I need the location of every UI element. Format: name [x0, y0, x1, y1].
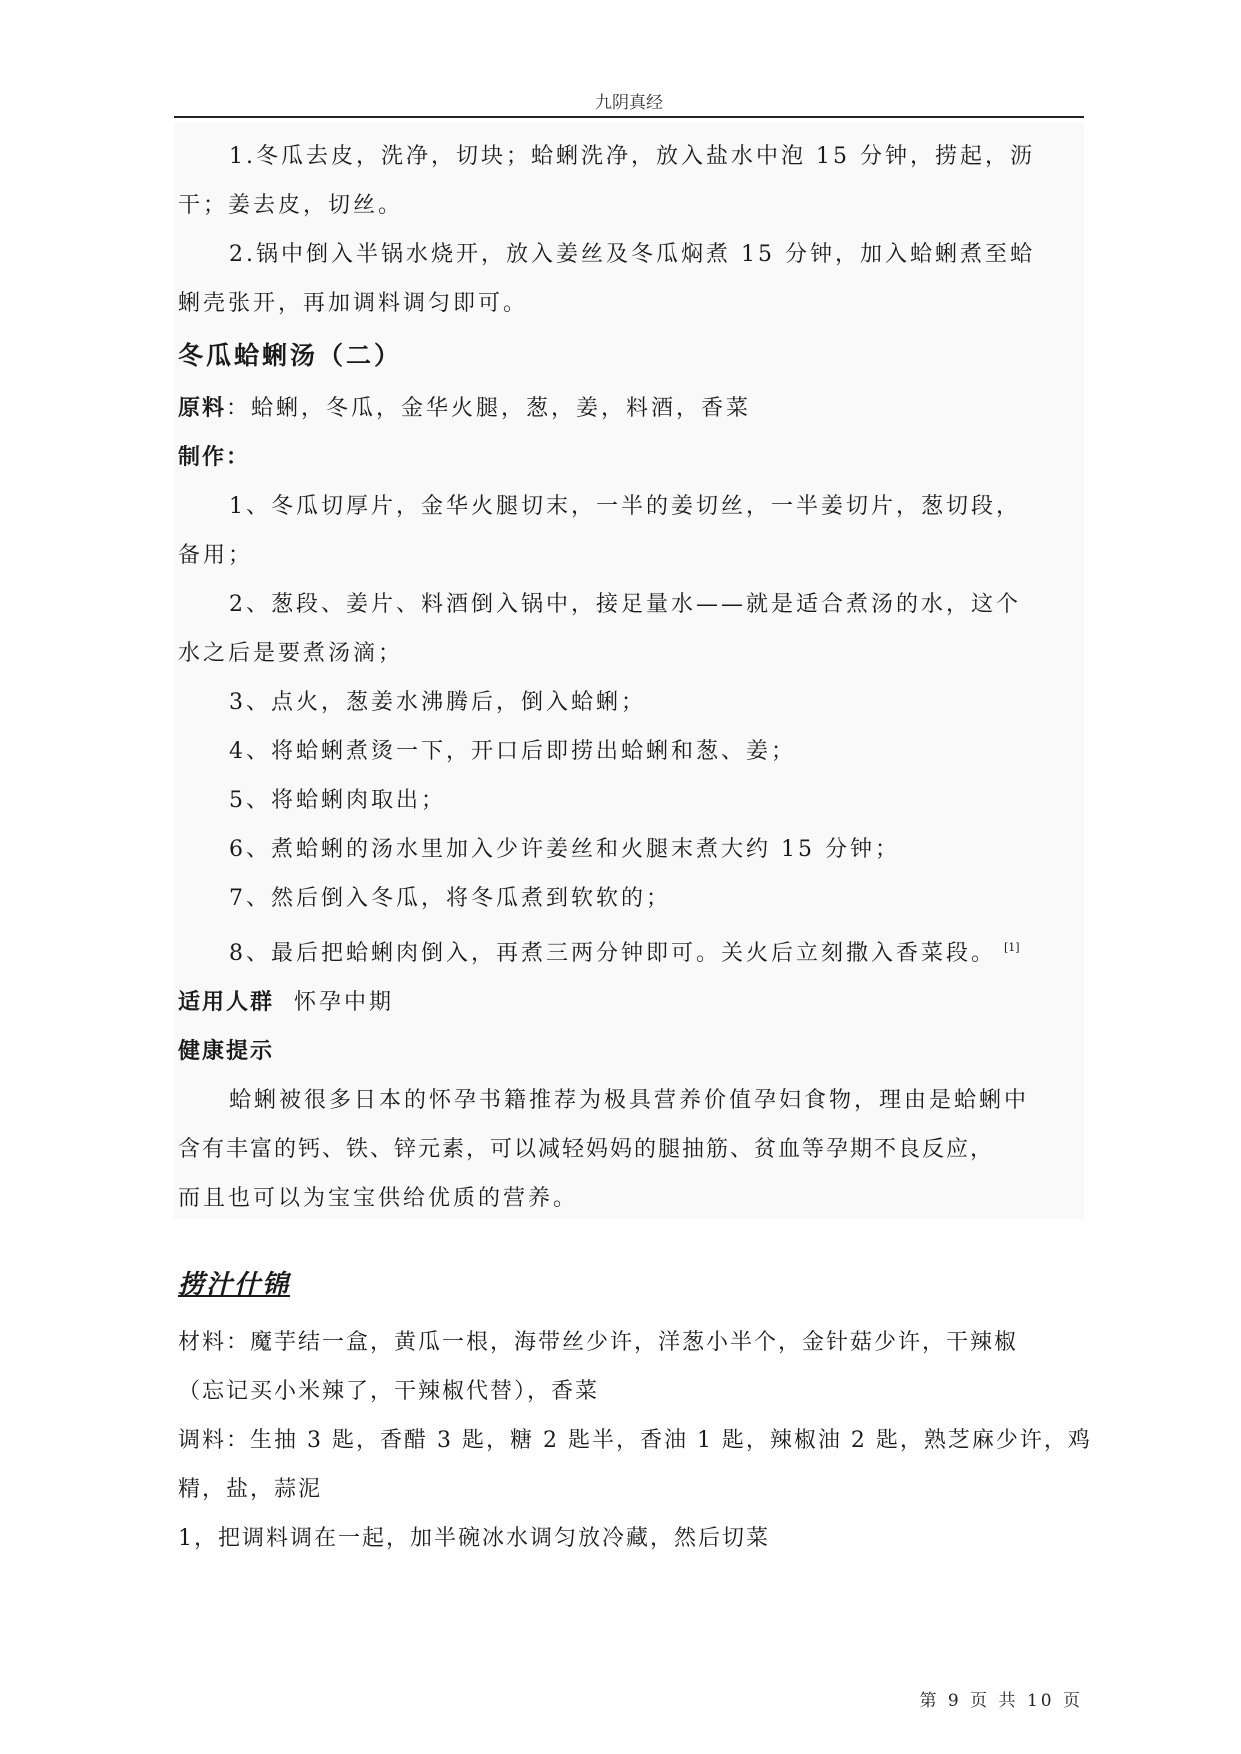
header-rule — [174, 116, 1084, 118]
recipe2-step8 — [178, 923, 1080, 978]
seasoning-line2: 精，盐，蒜泥 — [178, 1477, 323, 1502]
recipe2-step3: 3、点火，葱姜水沸腾后，倒入蛤蜊； — [229, 690, 646, 715]
recipe1-step2-line2: 蜊壳张开，再加调料调匀即可。 — [178, 291, 529, 316]
materials-line1: 材料：魔芋结一盒，黄瓜一根，海带丝少许，洋葱小半个，金针菇少许，干辣椒 — [178, 1330, 1019, 1355]
recipe2-title: 冬瓜蛤蜊汤（二） — [178, 341, 403, 370]
reference-marker: [1] — [1004, 941, 1020, 954]
recipe2-step4: 4、将蛤蜊煮烫一下，开口后即捞出蛤蜊和葱、姜； — [229, 739, 796, 764]
recipe3-step1: 1，把调料调在一起，加半碗冰水调匀放冷藏，然后切菜 — [178, 1526, 770, 1551]
recipe2-step1-line2: 备用； — [178, 543, 254, 568]
ingredients-label: 原料 — [178, 396, 227, 421]
recipe2-method — [178, 433, 1080, 482]
recipe2-step2-line1: 2、葱段、姜片、料酒倒入锅中，接足量水——就是适合煮汤的水，这个 — [229, 592, 1021, 617]
recipe2-step7: 7、然后倒入冬瓜，将冬瓜煮到软软的； — [229, 886, 671, 911]
recipe2-audience — [178, 978, 1080, 1027]
recipe2-step2-line2: 水之后是要煮汤滴； — [178, 641, 404, 666]
materials-line2: （忘记买小米辣了，干辣椒代替），香菜 — [178, 1379, 600, 1404]
step8-text: 8、最后把蛤蜊肉倒入，再煮三两分钟即可。关火后立刻撒入香菜段。 — [229, 941, 996, 966]
running-header: 九阴真经 — [595, 93, 663, 113]
recipe2-health — [178, 1027, 1080, 1076]
main-content — [178, 132, 1080, 1223]
method-label: 制作： — [178, 445, 251, 470]
recipe2-step6: 6、煮蛤蜊的汤水里加入少许姜丝和火腿末煮大约 15 分钟； — [229, 837, 900, 862]
ingredients-text: ：蛤蜊，冬瓜，金华火腿，葱，姜，料酒，香菜 — [226, 396, 752, 421]
page-number: 第 9 页 共 10 页 — [919, 1691, 1083, 1711]
health-label: 健康提示 — [178, 1039, 275, 1064]
audience-label: 适用人群 — [178, 990, 275, 1015]
recipe1-step1-line2: 干；姜去皮，切丝。 — [178, 193, 404, 218]
health-line3: 而且也可以为宝宝供给优质的营养。 — [178, 1186, 579, 1211]
recipe2-step1-line1: 1、冬瓜切厚片，金华火腿切末，一半的姜切丝，一半姜切片，葱切段， — [229, 494, 1021, 519]
recipe1-step2-line1: 2.锅中倒入半锅水烧开，放入姜丝及冬瓜焖煮 15 分钟，加入蛤蜊煮至蛤 — [229, 242, 1035, 267]
recipe2-ingredients — [178, 384, 1080, 433]
health-line2: 含有丰富的钙、铁、锌元素，可以减轻妈妈的腿抽筋、贫血等孕期不良反应， — [178, 1137, 995, 1162]
recipe2-step5: 5、将蛤蜊肉取出； — [229, 788, 446, 813]
recipe3-content — [178, 1318, 1092, 1563]
recipe1-step1-line1: 1.冬瓜去皮，洗净，切块；蛤蜊洗净，放入盐水中泡 15 分钟，捞起，沥 — [229, 144, 1035, 169]
recipe3-title: 捞汁什锦 — [178, 1270, 291, 1300]
health-line1: 蛤蜊被很多日本的怀孕书籍推荐为极具营养价值孕妇食物，理由是蛤蜊中 — [229, 1088, 1030, 1113]
seasoning-line1: 调料：生抽 3 匙，香醋 3 匙，糖 2 匙半，香油 1 匙，辣椒油 2 匙，熟芝麻少许，鸡 — [178, 1428, 1092, 1453]
audience-text: 怀孕中期 — [294, 990, 395, 1015]
